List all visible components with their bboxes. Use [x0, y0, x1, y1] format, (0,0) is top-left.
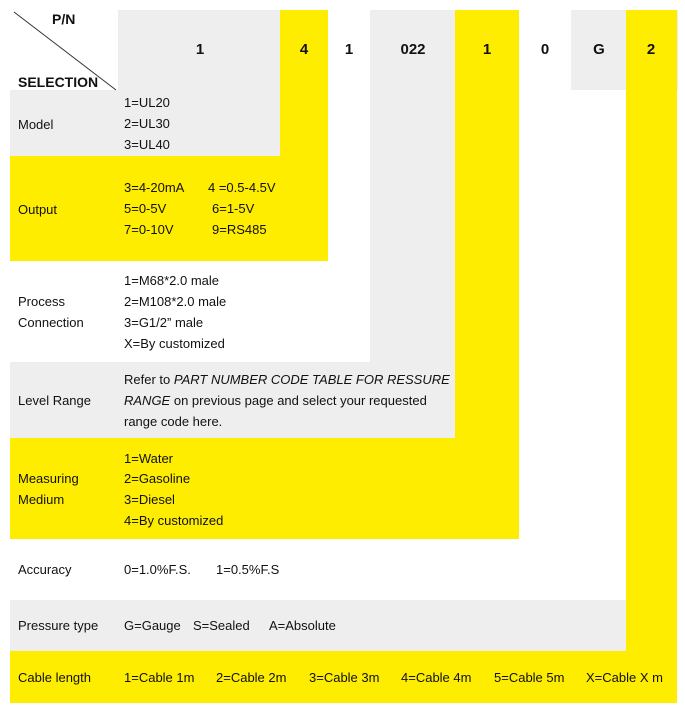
- process-option: 3=G1/2” male: [124, 315, 204, 330]
- medium-option: 2=Gasoline: [124, 471, 191, 486]
- code-process: 1: [344, 41, 354, 58]
- medium-option: 3=Diesel: [124, 492, 175, 507]
- pressure-label: Pressure type: [18, 618, 99, 633]
- level-text-line3: range code here.: [124, 414, 223, 429]
- cable-label: Cable length: [18, 670, 91, 685]
- medium-label-line1: Measuring: [18, 471, 79, 486]
- model-label: Model: [18, 117, 54, 132]
- level-text-prefix: Refer to: [124, 372, 174, 387]
- output-label: Output: [18, 202, 58, 217]
- pressure-option: A=Absolute: [269, 618, 336, 633]
- level-text-line1: [124, 369, 450, 390]
- pressure-option: G=Gauge: [124, 618, 181, 633]
- col4-gray: [370, 90, 455, 362]
- output-option: 4 =0.5-4.5V: [208, 180, 276, 195]
- medium-option: 1=Water: [124, 451, 174, 466]
- level-label: Level Range: [18, 393, 91, 408]
- accuracy-label: Accuracy: [18, 562, 72, 577]
- code-medium: 1: [482, 41, 492, 58]
- row-output-bg: [10, 156, 328, 261]
- code-range: 022: [400, 41, 426, 58]
- code-accuracy: 0: [540, 41, 550, 58]
- pressure-option: S=Sealed: [193, 618, 250, 633]
- output-option: 6=1-5V: [212, 201, 255, 216]
- cable-option: 5=Cable 5m: [494, 670, 565, 685]
- cable-option: 4=Cable 4m: [401, 670, 472, 685]
- model-option: 2=UL30: [124, 116, 170, 131]
- process-option: 2=M108*2.0 male: [124, 294, 227, 309]
- model-option: 1=UL20: [124, 95, 170, 110]
- process-option: X=By customized: [124, 336, 225, 351]
- accuracy-option: 0=1.0%F.S.: [124, 562, 191, 577]
- accuracy-option: 1=0.5%F.S: [216, 562, 280, 577]
- output-option: 7=0-10V: [124, 222, 174, 237]
- output-option: 3=4-20mA: [124, 180, 185, 195]
- level-text-suffix: on previous page and select your requested: [170, 393, 427, 408]
- level-text-italic2: RANGE: [124, 393, 171, 408]
- level-text-italic1: PART NUMBER CODE TABLE FOR RESSURE: [173, 372, 450, 387]
- process-label-line2: Connection: [18, 315, 84, 330]
- cable-option: X=Cable X m: [586, 670, 663, 685]
- level-text-line2: [124, 390, 427, 411]
- medium-label-line2: Medium: [18, 492, 65, 507]
- row-medium-bg: [10, 438, 519, 539]
- output-option: 5=0-5V: [124, 201, 167, 216]
- code-pressure: G: [593, 41, 605, 58]
- medium-option: 4=By customized: [124, 513, 224, 528]
- cable-option: 1=Cable 1m: [124, 670, 195, 685]
- cable-option: 2=Cable 2m: [216, 670, 287, 685]
- model-option: 3=UL40: [124, 137, 170, 152]
- code-cable: 2: [646, 41, 656, 58]
- code-model: 1: [195, 41, 205, 58]
- pn-label: P/N: [52, 11, 76, 27]
- cable-option: 3=Cable 3m: [309, 670, 380, 685]
- process-option: 1=M68*2.0 male: [124, 273, 220, 288]
- selection-label: SELECTION: [18, 74, 99, 90]
- code-output: 4: [299, 41, 309, 58]
- process-label-line1: Process: [18, 294, 65, 309]
- output-option: 9=RS485: [212, 222, 267, 237]
- col8-yellow: [626, 10, 677, 703]
